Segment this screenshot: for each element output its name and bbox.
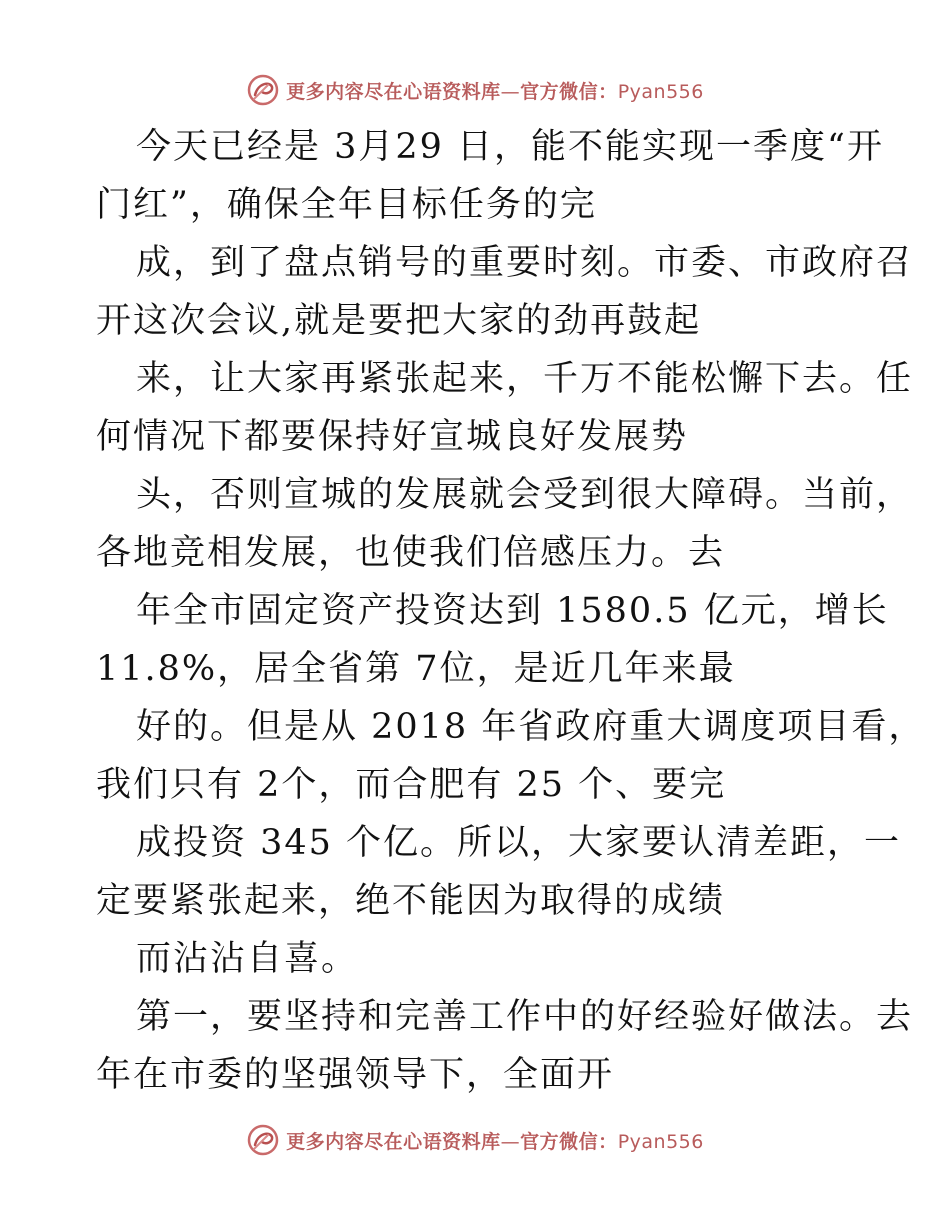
- text-line: 各地竞相发展，也使我们倍感压力。去: [96, 533, 726, 573]
- swirl-logo-icon: [246, 1123, 280, 1157]
- watermark-account: Pyan556: [617, 1130, 704, 1153]
- header-watermark: [0, 70, 950, 110]
- watermark-separator: —: [500, 1130, 521, 1153]
- text-line: 成，到了盘点销号的重要时刻。市委、市政府召: [136, 243, 914, 283]
- watermark-separator: —: [500, 80, 521, 103]
- text-line: 定要紧张起来，绝不能因为取得的成绩: [96, 881, 726, 921]
- text-line: 年在市委的坚强领导下，全面开: [96, 1055, 615, 1095]
- text-line: 11.8%，居全省第 7位，是近几年来最: [96, 649, 736, 689]
- text-line: 何情况下都要保持好宣城良好发展势: [96, 417, 689, 457]
- watermark-text: [286, 1127, 704, 1154]
- text-line: 开这次会议,就是要把大家的劲再鼓起: [96, 301, 702, 341]
- watermark-prefix: 更多内容尽在心语资料库: [286, 1130, 501, 1153]
- text-line: 门红”，确保全年目标任务的完: [96, 185, 597, 225]
- footer-watermark: [0, 1120, 950, 1160]
- text-line: 而沾沾自喜。: [136, 939, 359, 979]
- text-line: 年全市固定资产投资达到 1580.5 亿元，增长: [136, 591, 889, 631]
- watermark-label: 官方微信：: [520, 1130, 618, 1153]
- text-line: 第一，要坚持和完善工作中的好经验好做法。去: [136, 997, 914, 1037]
- text-line: 头，否则宣城的发展就会受到很大障碍。当前，: [136, 475, 914, 515]
- watermark-prefix: 更多内容尽在心语资料库: [286, 80, 501, 103]
- text-line: 来，让大家再紧张起来，千万不能松懈下去。任: [136, 359, 914, 399]
- watermark-label: 官方微信：: [520, 80, 618, 103]
- text-line: 我们只有 2个，而合肥有 25 个、要完: [96, 765, 727, 805]
- swirl-logo-icon: [246, 73, 280, 107]
- text-line: 成投资 345 个亿。所以，大家要认清差距，一: [136, 823, 902, 863]
- text-line: 今天已经是 3月29 日，能不能实现一季度“开: [136, 127, 884, 167]
- text-line: 好的。但是从 2018 年省政府重大调度项目看，: [136, 707, 926, 747]
- document-body: [96, 118, 926, 1104]
- watermark-account: Pyan556: [617, 80, 704, 103]
- watermark-text: [286, 77, 704, 104]
